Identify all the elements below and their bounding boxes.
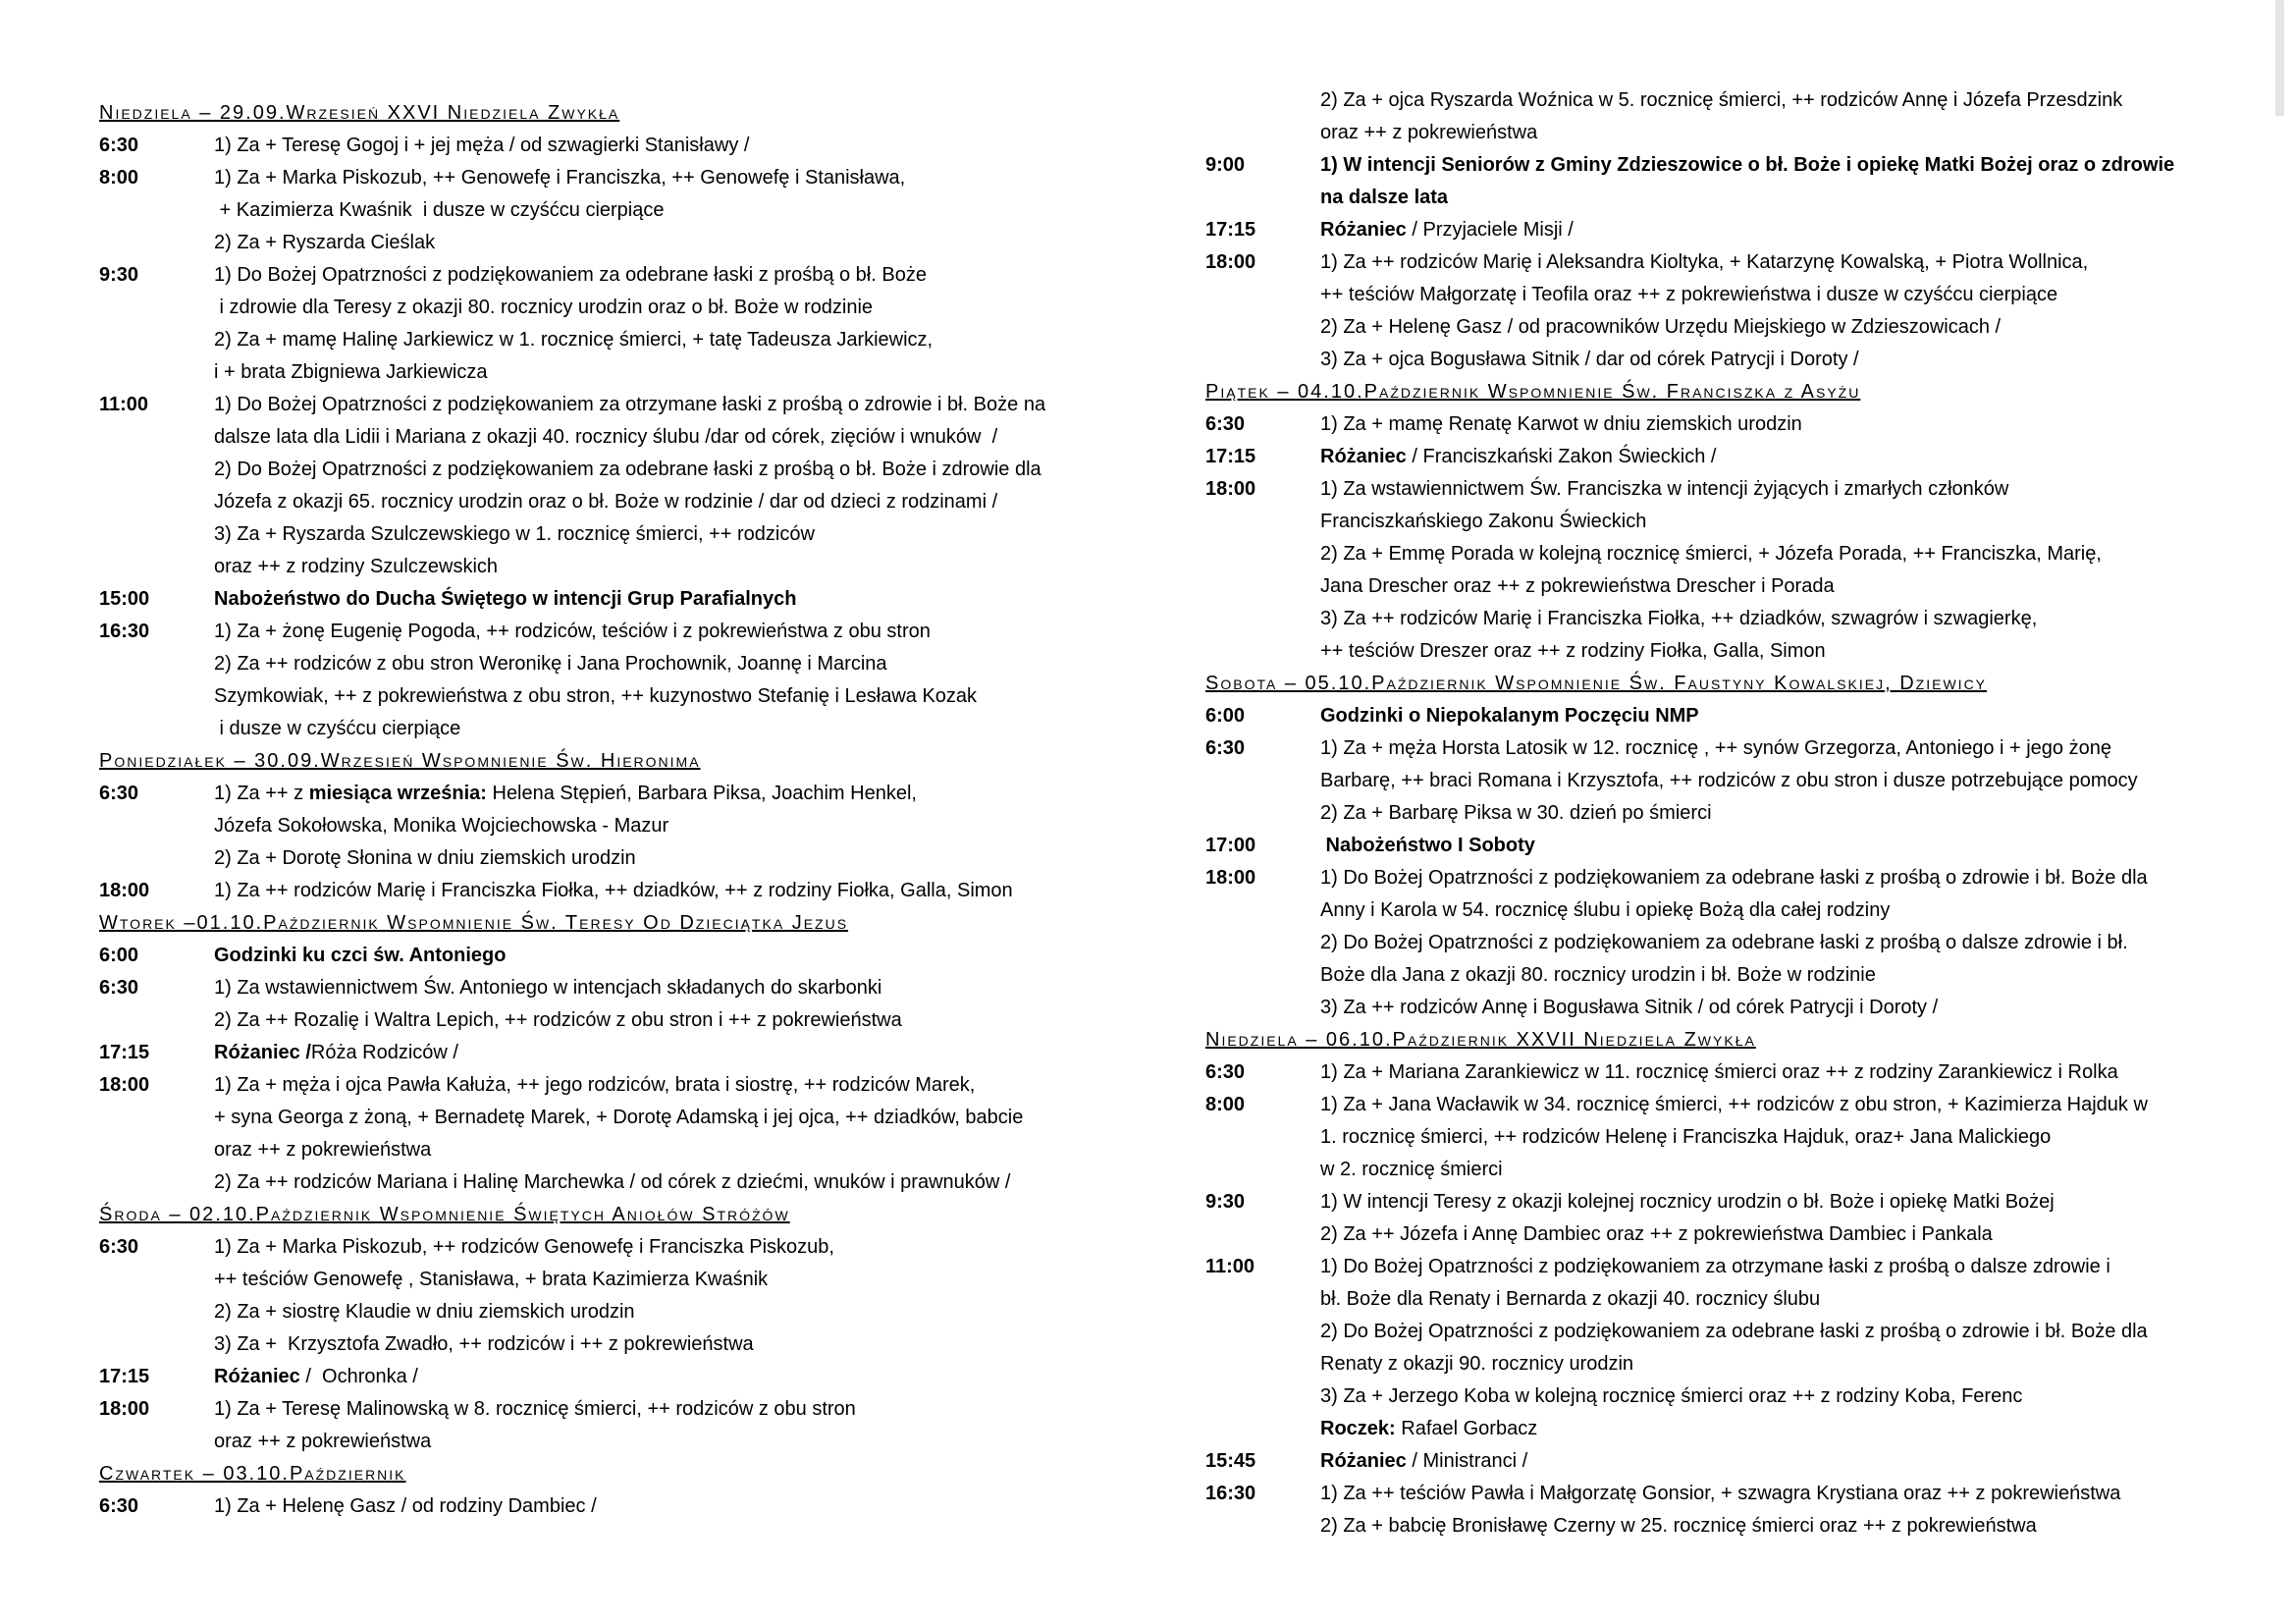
mass-entry bbox=[99, 1361, 1120, 1393]
intention-line: oraz ++ z pokrewieństwa bbox=[214, 1139, 432, 1161]
intention-text-rest: Róża Rodziców / bbox=[310, 1042, 458, 1063]
intention-line: 1) Za + Marka Piskozub, ++ rodziców Genowefę i Franciszka Piskozub, bbox=[214, 1236, 834, 1258]
intention-text-bold: miesiąca września: bbox=[308, 783, 487, 804]
mass-time: 16:30 bbox=[1205, 1483, 1256, 1504]
intention-line: 3) Za + Ryszarda Szulczewskiego w 1. rocznicę śmierci, ++ rodziców bbox=[214, 523, 815, 545]
mass-time: 18:00 bbox=[99, 1398, 150, 1420]
intention-text-rest: Rafael Gorbacz bbox=[1395, 1418, 1538, 1439]
day-header: Wtorek –01.10.Październik Wspomnienie Św. Teresy Od Dzieciątka Jezus bbox=[99, 912, 849, 934]
mass-entry bbox=[99, 778, 1120, 875]
intention-line: 1) Za + Mariana Zarankiewicz w 11. rocznicę śmierci oraz ++ z rodziny Zarankiewicz i Rolka bbox=[1320, 1061, 2118, 1083]
intention-line bbox=[1320, 441, 2236, 473]
mass-entry bbox=[99, 389, 1120, 583]
intention-line: ++ teściów Genowefę , Stanisława, + brata Kazimierza Kwaśnik bbox=[214, 1269, 769, 1290]
intention-line: 1) W intencji Teresy z okazji kolejnej rocznicy urodzin o bł. Boże i opiekę Matki Bożej bbox=[1320, 1191, 2055, 1213]
intention-line: Anny i Karola w 54. rocznicę ślubu i opiekę Bożą dla całej rodziny bbox=[1320, 899, 1891, 921]
intention-line: 1) Za + Marka Piskozub, ++ Genowefę i Franciszka, ++ Genowefę i Stanisława, bbox=[214, 167, 906, 189]
intention-text-bold: Różaniec bbox=[1320, 219, 1407, 241]
scrollbar-thumb[interactable] bbox=[2275, 0, 2284, 116]
intention-line: 3) Za + Krzysztofa Zwadło, ++ rodziców i ++ z pokrewieństwa bbox=[214, 1333, 754, 1355]
mass-entry bbox=[1205, 830, 2236, 862]
mass-entry bbox=[99, 972, 1120, 1037]
mass-time: 17:00 bbox=[1205, 835, 1256, 856]
intention-line: 2) Za + Barbarę Piksa w 30. dzień po śmierci bbox=[1320, 802, 1712, 824]
intention-line: Jana Drescher oraz ++ z pokrewieństwa Drescher i Porada bbox=[1320, 575, 1835, 597]
intention-line: i + brata Zbigniewa Jarkiewicza bbox=[214, 361, 488, 383]
intention-line: 2) Do Bożej Opatrzności z podziękowaniem za odebrane łaski z prośbą o dalsze zdrowie i bł. bbox=[1320, 932, 2128, 953]
intention-line: na dalsze lata bbox=[1320, 187, 1449, 208]
intention-line bbox=[214, 1361, 1120, 1393]
mass-time: 18:00 bbox=[1205, 251, 1256, 273]
intention-line: 1) Do Bożej Opatrzności z podziękowaniem za otrzymane łaski z prośbą o dalsze zdrowie i bbox=[1320, 1256, 2110, 1277]
mass-time bbox=[1205, 84, 1320, 149]
intention-line: Józefa Sokołowska, Monika Wojciechowska - Mazur bbox=[214, 815, 669, 837]
mass-time: 9:30 bbox=[1205, 1191, 1246, 1213]
intention-line: oraz ++ z pokrewieństwa bbox=[1320, 122, 1538, 143]
mass-time: 16:30 bbox=[99, 621, 150, 642]
intention-line: Godzinki ku czci św. Antoniego bbox=[214, 945, 507, 966]
day-header: Poniedziałek – 30.09.Wrzesień Wspomnienie Św. Hieronima bbox=[99, 750, 701, 772]
intention-line: 2) Za + mamę Halinę Jarkiewicz w 1. rocznicę śmierci, + tatę Tadeusza Jarkiewicz, bbox=[214, 329, 934, 351]
intention-line: Boże dla Jana z okazji 80. rocznicy urodzin i bł. Boże w rodzinie bbox=[1320, 964, 1876, 986]
mass-entry bbox=[1205, 1186, 2236, 1251]
mass-entry bbox=[1205, 149, 2236, 214]
intention-line: 2) Za ++ Rozalię i Waltra Lepich, ++ rodziców z obu stron i ++ z pokrewieństwa bbox=[214, 1009, 902, 1031]
mass-time: 8:00 bbox=[1205, 1094, 1246, 1115]
intention-line: ++ teściów Dreszer oraz ++ z rodziny Fiołka, Galla, Simon bbox=[1320, 640, 1826, 662]
intention-line: w 2. rocznicę śmierci bbox=[1320, 1159, 1503, 1180]
mass-time: 6:30 bbox=[99, 977, 139, 999]
intention-line: 2) Do Bożej Opatrzności z podziękowaniem za odebrane łaski z prośbą o zdrowie i bł. Boże dla bbox=[1320, 1321, 2148, 1342]
mass-time: 18:00 bbox=[1205, 867, 1256, 889]
mass-entry bbox=[99, 583, 1120, 616]
mass-time: 18:00 bbox=[1205, 478, 1256, 500]
mass-entry bbox=[1205, 84, 2236, 149]
intention-line: 1. rocznicę śmierci, ++ rodziców Helenę i Franciszka Hajduk, oraz+ Jana Malickiego bbox=[1320, 1126, 2052, 1148]
mass-time: 17:15 bbox=[1205, 446, 1256, 467]
mass-time: 6:30 bbox=[1205, 413, 1246, 435]
mass-entry bbox=[99, 259, 1120, 389]
intention-line: Renaty z okazji 90. rocznicy urodzin bbox=[1320, 1353, 1634, 1375]
intention-line: 2) Za + Ryszarda Cieślak bbox=[214, 232, 436, 253]
intention-line: 2) Za ++ Józefa i Annę Dambiec oraz ++ z pokrewieństwa Dambiec i Pankala bbox=[1320, 1223, 1993, 1245]
mass-time: 6:30 bbox=[99, 783, 139, 804]
intention-line: Franciszkańskiego Zakonu Świeckich bbox=[1320, 511, 1647, 532]
intention-line: 2) Do Bożej Opatrzności z podziękowaniem za odebrane łaski z prośbą o bł. Boże i zdrowie dla bbox=[214, 459, 1041, 480]
mass-entry bbox=[1205, 1056, 2236, 1089]
mass-entry bbox=[99, 940, 1120, 972]
mass-entry bbox=[1205, 1478, 2236, 1543]
intention-line: ++ teściów Małgorzatę i Teofila oraz ++ z pokrewieństwa i dusze w czyśćcu cierpiące bbox=[1320, 284, 2058, 305]
intention-line: + syna Georga z żoną, + Bernadetę Marek, + Dorotę Adamską i jej ojca, ++ dziadków, babcie bbox=[214, 1107, 1024, 1128]
mass-entry bbox=[99, 1393, 1120, 1458]
intention-line: 1) Za + mamę Renatę Karwot w dniu ziemskich urodzin bbox=[1320, 413, 1802, 435]
intention-line: Godzinki o Niepokalanym Poczęciu NMP bbox=[1320, 705, 1699, 727]
intention-line bbox=[1320, 214, 2236, 246]
mass-entry bbox=[1205, 732, 2236, 830]
mass-time: 15:45 bbox=[1205, 1450, 1256, 1472]
day-header: Sobota – 05.10.Październik Wspomnienie Św. Faustyny Kowalskiej, Dziewicy bbox=[1205, 673, 1988, 694]
mass-entry bbox=[99, 1231, 1120, 1361]
intention-line: 1) Za wstawiennictwem Św. Antoniego w intencjach składanych do skarbonki bbox=[214, 977, 882, 999]
intention-line: 1) Za + Jana Wacławik w 34. rocznicę śmierci, ++ rodziców z obu stron, + Kazimierza Hajduk w bbox=[1320, 1094, 2148, 1115]
intention-text-rest: / Ministranci / bbox=[1406, 1450, 1528, 1472]
mass-time: 17:15 bbox=[1205, 219, 1256, 241]
mass-entry bbox=[99, 1490, 1120, 1523]
day-header: Piątek – 04.10.Październik Wspomnienie Św. Franciszka z Asyżu bbox=[1205, 381, 1861, 403]
intention-text-bold: Różaniec bbox=[214, 1366, 300, 1387]
mass-entry bbox=[99, 130, 1120, 162]
intention-line: oraz ++ z rodziny Szulczewskich bbox=[214, 556, 499, 577]
intention-line: 2) Za ++ rodziców z obu stron Weronikę i Jana Prochownik, Joannę i Marcina bbox=[214, 653, 887, 675]
intention-line: oraz ++ z pokrewieństwa bbox=[214, 1431, 432, 1452]
intention-line: 3) Za ++ rodziców Annę i Bogusława Sitnik / od córek Patrycji i Doroty / bbox=[1320, 997, 1939, 1018]
intention-line: 1) W intencji Seniorów z Gminy Zdzieszowice o bł. Boże i opiekę Matki Bożej oraz o zdrowie bbox=[1320, 154, 2175, 176]
mass-entry bbox=[99, 875, 1120, 907]
intention-text-bold: Roczek: bbox=[1320, 1418, 1396, 1439]
intention-text-rest: / Franciszkański Zakon Świeckich / bbox=[1406, 446, 1717, 467]
intention-line: 1) Za ++ rodziców Marię i Aleksandra Kioltyka, + Katarzynę Kowalską, + Piotra Wollnica, bbox=[1320, 251, 2089, 273]
intention-line: 1) Do Bożej Opatrzności z podziękowaniem za odebrane łaski z prośbą o bł. Boże bbox=[214, 264, 927, 286]
mass-entry bbox=[1205, 1445, 2236, 1478]
mass-time: 18:00 bbox=[99, 880, 150, 901]
intention-line: Nabożeństwo do Ducha Świętego w intencji Grup Parafialnych bbox=[214, 588, 797, 610]
mass-time: 11:00 bbox=[99, 394, 149, 415]
intention-line: Szymkowiak, ++ z pokrewieństwa z obu stron, ++ kuzynostwo Stefanię i Lesława Kozak bbox=[214, 685, 978, 707]
intention-line: 2) Za + ojca Ryszarda Woźnica w 5. rocznicę śmierci, ++ rodziców Annę i Józefa Przesdzink bbox=[1320, 89, 2123, 111]
intention-line: i dusze w czyśćcu cierpiące bbox=[214, 718, 461, 739]
day-header: Środa – 02.10.Październik Wspomnienie Świętych Aniołów Stróżów bbox=[99, 1204, 790, 1225]
mass-time: 11:00 bbox=[1205, 1256, 1255, 1277]
day-header: Czwartek – 03.10.Październik bbox=[99, 1463, 406, 1485]
mass-entry bbox=[99, 162, 1120, 259]
intention-line bbox=[1320, 1445, 2236, 1478]
intention-line: 2) Za + Dorotę Słonina w dniu ziemskich urodzin bbox=[214, 847, 636, 869]
mass-time: 6:00 bbox=[1205, 705, 1246, 727]
intention-text-rest: / Ochronka / bbox=[299, 1366, 418, 1387]
intention-line: 1) Za + żonę Eugenię Pogoda, ++ rodziców, teściów i z pokrewieństwa z obu stron bbox=[214, 621, 931, 642]
intention-line: i zdrowie dla Teresy z okazji 80. rocznicy urodzin oraz o bł. Boże w rodzinie bbox=[214, 297, 874, 318]
mass-time: 18:00 bbox=[99, 1074, 150, 1096]
intention-line: 2) Za + babcię Bronisławę Czerny w 25. rocznicę śmierci oraz ++ z pokrewieństwa bbox=[1320, 1515, 2037, 1537]
mass-entry bbox=[99, 1069, 1120, 1199]
intention-line: 2) Za + Emmę Porada w kolejną rocznicę śmierci, + Józefa Porada, ++ Franciszka, Marię, bbox=[1320, 543, 2102, 565]
left-column bbox=[99, 97, 1120, 1523]
mass-time: 6:30 bbox=[99, 1495, 139, 1517]
intention-line: Nabożeństwo I Soboty bbox=[1320, 835, 1535, 856]
mass-time: 8:00 bbox=[99, 167, 139, 189]
mass-time: 6:00 bbox=[99, 945, 139, 966]
mass-entry bbox=[1205, 214, 2236, 246]
mass-time: 9:30 bbox=[99, 264, 139, 286]
mass-time: 15:00 bbox=[99, 588, 150, 610]
mass-time: 6:30 bbox=[99, 135, 139, 156]
intention-text-prefix: 1) Za ++ z bbox=[214, 783, 309, 804]
intention-line: dalsze lata dla Lidii i Mariana z okazji 40. rocznicy ślubu /dar od córek, zięciów i wnuków / bbox=[214, 426, 998, 448]
intention-line: 1) Do Bożej Opatrzności z podziękowaniem za odebrane łaski z prośbą o zdrowie i bł. Boże dla bbox=[1320, 867, 2148, 889]
intention-line: 1) Za + Teresę Gogoj i + jej męża / od szwagierki Stanisławy / bbox=[214, 135, 750, 156]
mass-entry bbox=[99, 616, 1120, 745]
intention-text-bold: Różaniec bbox=[1320, 1450, 1407, 1472]
right-column bbox=[1205, 84, 2236, 1543]
mass-time: 9:00 bbox=[1205, 154, 1246, 176]
mass-time: 17:15 bbox=[99, 1042, 150, 1063]
mass-entry bbox=[1205, 862, 2236, 1024]
mass-time: 6:30 bbox=[1205, 1061, 1246, 1083]
mass-entry bbox=[1205, 473, 2236, 668]
intention-text-rest: Helena Stępień, Barbara Piksa, Joachim Henkel, bbox=[486, 783, 917, 804]
intention-line: 3) Za + Jerzego Koba w kolejną rocznicę śmierci oraz ++ z rodziny Koba, Ferenc bbox=[1320, 1385, 2023, 1407]
intention-line: + Kazimierza Kwaśnik i dusze w czyśćcu cierpiące bbox=[214, 199, 665, 221]
mass-time: 6:30 bbox=[1205, 737, 1246, 759]
intention-line: 1) Za + męża Horsta Latosik w 12. rocznicę , ++ synów Grzegorza, Antoniego i + jego żonę bbox=[1320, 737, 2111, 759]
intention-line: bł. Boże dla Renaty i Bernarda z okazji 40. rocznicy ślubu bbox=[1320, 1288, 1821, 1310]
mass-entry bbox=[99, 1037, 1120, 1069]
intention-line: 2) Za + Helenę Gasz / od pracowników Urzędu Miejskiego w Zdzieszowicach / bbox=[1320, 316, 2002, 338]
mass-entry bbox=[1205, 1089, 2236, 1186]
intention-line: 2) Za ++ rodziców Mariana i Halinę Marchewka / od córek z dziećmi, wnuków i prawnuków / bbox=[214, 1171, 1011, 1193]
mass-entry bbox=[1205, 246, 2236, 376]
intention-line: 2) Za + siostrę Klaudie w dniu ziemskich urodzin bbox=[214, 1301, 635, 1323]
mass-time: 6:30 bbox=[99, 1236, 139, 1258]
mass-entry bbox=[1205, 441, 2236, 473]
intention-line: 3) Za ++ rodziców Marię i Franciszka Fiołka, ++ dziadków, szwagrów i szwagierkę, bbox=[1320, 608, 2038, 629]
intention-line: 1) Za wstawiennictwem Św. Franciszka w intencji żyjących i zmarłych członków bbox=[1320, 478, 2009, 500]
intention-line: 1) Za + Helenę Gasz / od rodziny Dambiec / bbox=[214, 1495, 597, 1517]
intention-line: 1) Za ++ rodziców Marię i Franciszka Fiołka, ++ dziadków, ++ z rodziny Fiołka, Galla, Simon bbox=[214, 880, 1013, 901]
mass-entry bbox=[1205, 408, 2236, 441]
intention-line bbox=[1320, 1413, 2236, 1445]
intention-line: Józefa z okazji 65. rocznicy urodzin oraz o bł. Boże w rodzinie / dar od dzieci z rodzinami / bbox=[214, 491, 998, 513]
intention-line: 1) Za + męża i ojca Pawła Kałuża, ++ jego rodziców, brata i siostrę, ++ rodziców Marek, bbox=[214, 1074, 976, 1096]
day-header: Niedziela – 06.10.Październik XXVII Niedziela Zwykła bbox=[1205, 1029, 1756, 1051]
intention-line: 1) Za ++ teściów Pawła i Małgorzatę Gonsior, + szwagra Krystiana oraz ++ z pokrewieństwa bbox=[1320, 1483, 2121, 1504]
intention-text-bold: Różaniec bbox=[1320, 446, 1407, 467]
mass-entry bbox=[1205, 1251, 2236, 1445]
intention-text-bold: Różaniec / bbox=[214, 1042, 311, 1063]
intention-line bbox=[214, 1037, 1120, 1069]
intention-text-rest: / Przyjaciele Misji / bbox=[1406, 219, 1574, 241]
day-header: Niedziela – 29.09.Wrzesień XXVI Niedziela Zwykła bbox=[99, 102, 620, 124]
mass-entry bbox=[1205, 700, 2236, 732]
intention-line: 3) Za + ojca Bogusława Sitnik / dar od córek Patrycji i Doroty / bbox=[1320, 349, 1859, 370]
intention-line bbox=[214, 778, 1120, 810]
intention-line: 1) Za + Teresę Malinowską w 8. rocznicę śmierci, ++ rodziców z obu stron bbox=[214, 1398, 856, 1420]
mass-time: 17:15 bbox=[99, 1366, 150, 1387]
intention-line: Barbarę, ++ braci Romana i Krzysztofa, ++ rodziców z obu stron i dusze potrzebujące pomocy bbox=[1320, 770, 2138, 791]
intention-line: 1) Do Bożej Opatrzności z podziękowaniem za otrzymane łaski z prośbą o zdrowie i bł. Boże na bbox=[214, 394, 1046, 415]
